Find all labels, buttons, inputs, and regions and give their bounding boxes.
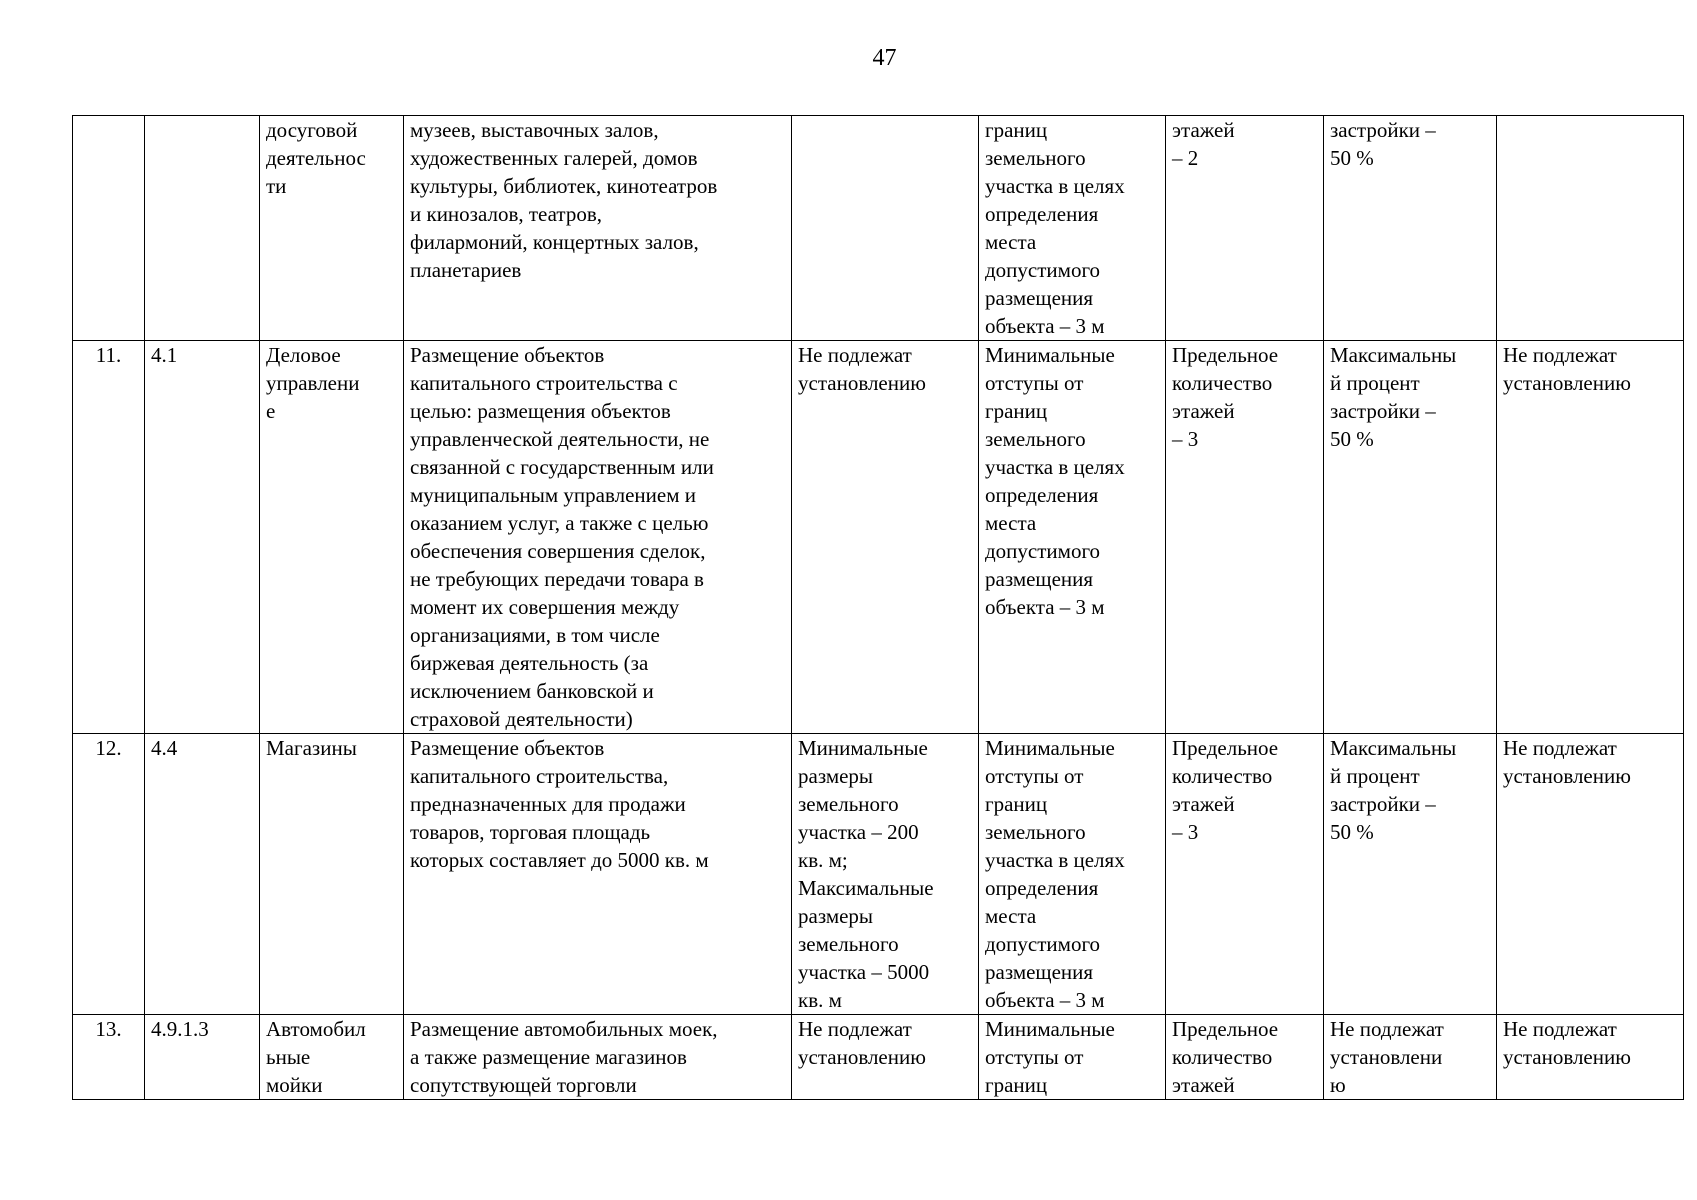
table-row xyxy=(73,1015,1684,1100)
page-number: 47 xyxy=(872,45,897,71)
setbacks-cell: границ земельного участка в целях определения места допустимого размещения объекта – 3 м xyxy=(979,116,1166,341)
use-name-cell: Магазины xyxy=(260,734,404,1015)
coverage-cell: застройки – 50 % xyxy=(1324,116,1497,341)
use-code-cell xyxy=(145,116,260,341)
other-params-cell: Не подлежат установлению xyxy=(1497,734,1684,1015)
plot-size-cell: Не подлежат установлению xyxy=(792,1015,979,1100)
use-description-cell: музеев, выставочных залов, художественных галерей, домов культуры, библиотек, кинотеатров и кинозалов, театров, филармоний, концертных залов, планетариев xyxy=(404,116,792,341)
floors-cell: Предельное количество этажей – 3 xyxy=(1166,341,1324,734)
use-description-cell: Размещение автомобильных моек, а также размещение магазинов сопутствующей торговли xyxy=(404,1015,792,1100)
coverage-cell: Максимальны й процент застройки – 50 % xyxy=(1324,341,1497,734)
use-description-cell: Размещение объектов капитального строительства, предназначенных для продажи товаров, торговая площадь которых составляет до 5000 кв. м xyxy=(404,734,792,1015)
use-code-cell: 4.9.1.3 xyxy=(145,1015,260,1100)
other-params-cell: Не подлежат установлению xyxy=(1497,1015,1684,1100)
row-number-cell: 12. xyxy=(73,734,145,1015)
use-name-cell: Автомобил ьные мойки xyxy=(260,1015,404,1100)
floors-cell: Предельное количество этажей – 3 xyxy=(1166,734,1324,1015)
use-code-cell: 4.4 xyxy=(145,734,260,1015)
table-row xyxy=(73,341,1684,734)
land-use-regulations-table xyxy=(72,115,1684,1100)
row-number-cell xyxy=(73,116,145,341)
use-name-cell: Деловое управлени е xyxy=(260,341,404,734)
coverage-cell: Максимальны й процент застройки – 50 % xyxy=(1324,734,1497,1015)
use-name-cell: досуговой деятельнос ти xyxy=(260,116,404,341)
setbacks-cell: Минимальные отступы от границ xyxy=(979,1015,1166,1100)
row-number-cell: 11. xyxy=(73,341,145,734)
plot-size-cell xyxy=(792,116,979,341)
floors-cell: этажей – 2 xyxy=(1166,116,1324,341)
floors-cell: Предельное количество этажей xyxy=(1166,1015,1324,1100)
setbacks-cell: Минимальные отступы от границ земельного участка в целях определения места допустимого размещения объекта – 3 м xyxy=(979,734,1166,1015)
setbacks-cell: Минимальные отступы от границ земельного участка в целях определения места допустимого размещения объекта – 3 м xyxy=(979,341,1166,734)
other-params-cell xyxy=(1497,116,1684,341)
use-description-cell: Размещение объектов капитального строительства с целью: размещения объектов управленческой деятельности, не связанной с государственным или муниципальным управлением и оказанием услуг, а также с целью обеспечения совершения сделок, не требующих передачи товара в момент их совершения между организациями, в том числе биржевая деятельность (за исключением банковской и страховой деятельности) xyxy=(404,341,792,734)
table-row xyxy=(73,116,1684,341)
use-code-cell: 4.1 xyxy=(145,341,260,734)
plot-size-cell: Минимальные размеры земельного участка – 200 кв. м; Максимальные размеры земельного участка – 5000 кв. м xyxy=(792,734,979,1015)
coverage-cell: Не подлежат установлени ю xyxy=(1324,1015,1497,1100)
row-number-cell: 13. xyxy=(73,1015,145,1100)
table-row xyxy=(73,734,1684,1015)
plot-size-cell: Не подлежат установлению xyxy=(792,341,979,734)
other-params-cell: Не подлежат установлению xyxy=(1497,341,1684,734)
